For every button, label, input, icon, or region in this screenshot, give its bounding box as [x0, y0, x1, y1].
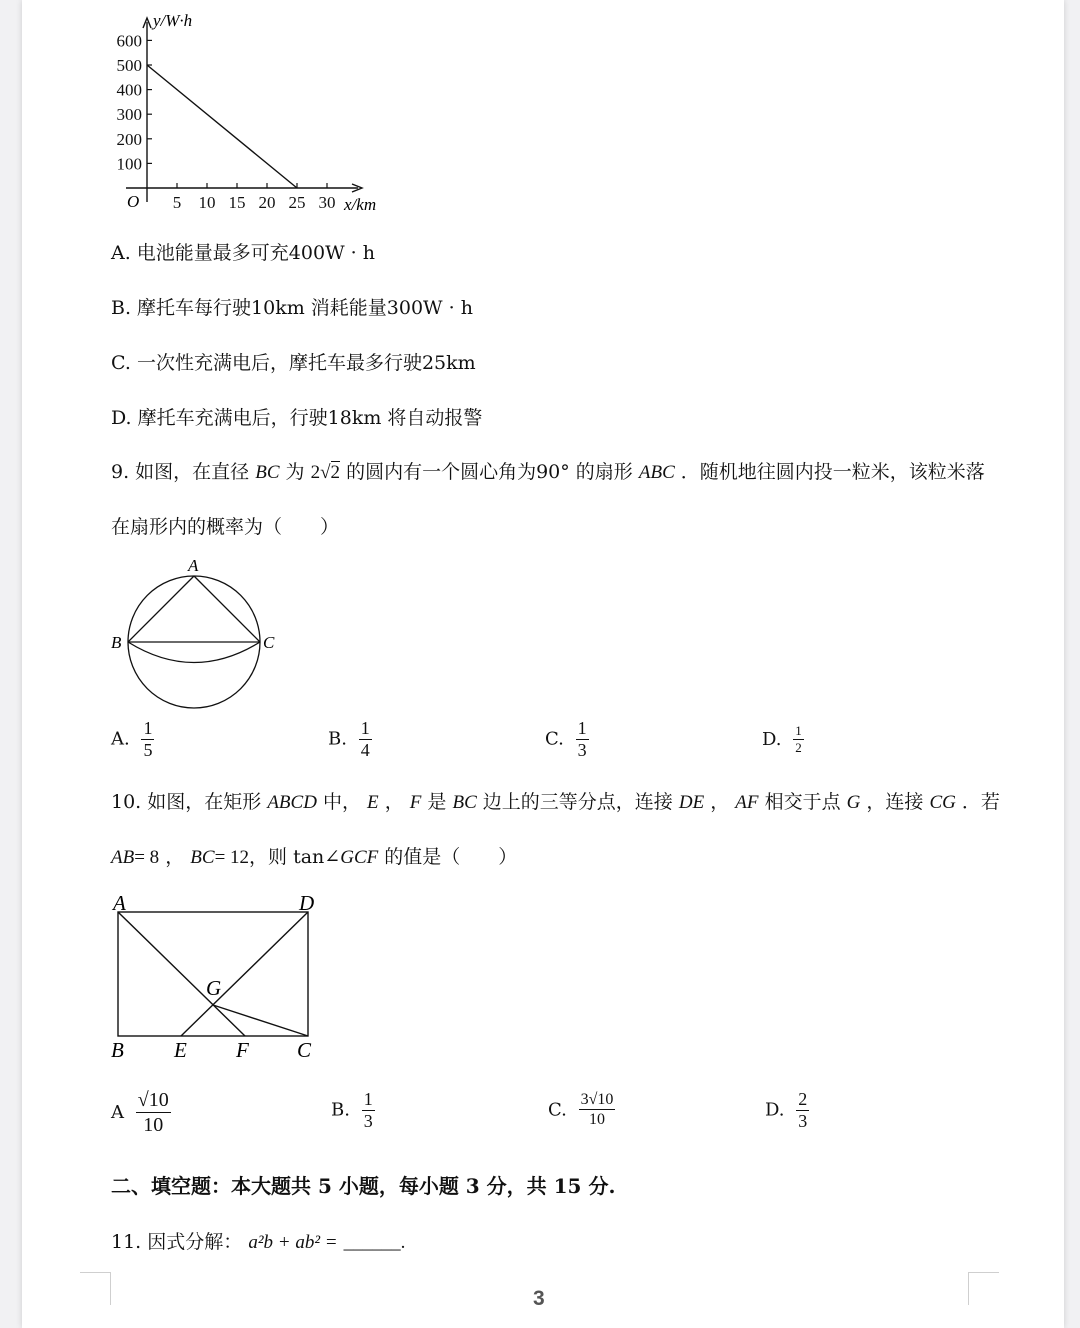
q9-option-b-fraction: [359, 718, 372, 761]
numerator: 3√10: [579, 1091, 616, 1110]
y-tick-label: 500: [116, 56, 142, 75]
q10-option-c: [548, 1091, 615, 1130]
q10-af: AF: [735, 792, 759, 813]
q8-option-d: D. 摩托车充满电后，行驶18km 将自动报警: [111, 407, 483, 429]
page-corner-mark-left: [80, 1272, 111, 1305]
point-b-label: B: [111, 633, 122, 652]
q9-option-c-letter: C.: [545, 728, 564, 750]
numerator: 1: [360, 718, 370, 738]
q10-option-d: [765, 1089, 809, 1132]
origin-label: O: [127, 192, 140, 211]
q9-option-a-fraction: [141, 718, 154, 761]
q10-g: G: [846, 792, 861, 813]
q9-text-1: 9. 如图，在直径: [111, 461, 250, 483]
q10-text-1: 10. 如图，在矩形: [111, 791, 262, 813]
q9-option-c: [545, 718, 589, 761]
point-b-label: B: [111, 1038, 124, 1062]
point-a-label: A: [113, 891, 126, 915]
section-heading-fill-in: 二、填空题：本大题共 5 小题，每小题 3 分，共 15 分.: [111, 1174, 616, 1198]
q10-text-2: 中，: [322, 791, 361, 813]
q10-option-b-letter: B.: [331, 1099, 350, 1121]
q8-option-a: A. 电池能量最多可充400W · h: [111, 242, 375, 264]
q9-coef: 2: [310, 462, 321, 483]
y-tick-label: 300: [116, 105, 142, 125]
denominator: 10: [588, 1111, 605, 1129]
q10-stem-line2: [111, 842, 517, 869]
q9-option-a-letter: A.: [111, 728, 130, 750]
q10-e: E: [367, 792, 379, 813]
y-axis-label: y/W·h: [153, 11, 193, 30]
q10-option-a-letter: A: [111, 1102, 124, 1123]
q10-option-d-letter: D.: [765, 1099, 785, 1121]
q9-diameter: [311, 461, 340, 483]
q11: [111, 1227, 405, 1254]
q9-option-d-fraction: [793, 724, 804, 756]
q9-text-3: 的圆内有一个圆心角为90° 的扇形: [346, 461, 633, 483]
point-f-label: F: [236, 1038, 249, 1062]
q11-label: 11. 因式分解：: [111, 1231, 243, 1253]
numerator: 2: [798, 1089, 808, 1109]
q9-stem-line2: 在扇形内的概率为（ ）: [111, 516, 340, 538]
y-tick-label: 200: [116, 129, 142, 149]
q10-text-3: 是: [427, 791, 447, 813]
segment-af: [118, 912, 245, 1036]
segment-de: [181, 912, 308, 1036]
q10-option-d-fraction: [796, 1089, 809, 1132]
q10-option-b-fraction: [362, 1089, 375, 1132]
denominator: 3: [798, 1110, 808, 1131]
q8-option-b: B. 摩托车每行驶10km 消耗能量300W · h: [111, 297, 473, 319]
point-e-label: E: [174, 1038, 187, 1062]
q9-option-c-fraction: [576, 718, 589, 761]
q10-text-8: ，则 tan∠: [249, 846, 341, 868]
q8-option-c: C. 一次性充满电后，摩托车最多行驶25km: [111, 352, 476, 374]
q10-text-5: 相交于点: [764, 791, 841, 813]
denominator: 10: [143, 1114, 164, 1136]
q11-expression: a²b + ab² =: [248, 1232, 338, 1253]
x-axis-label: x/km: [344, 195, 377, 214]
point-c-label: C: [297, 1038, 312, 1062]
q10-text-9: 的值是（ ）: [384, 846, 518, 868]
q9-option-b: [328, 718, 372, 761]
numerator: 1: [363, 1089, 373, 1109]
denominator: 2: [795, 739, 802, 755]
q9-option-d: [762, 724, 804, 756]
q10-option-a: [111, 1089, 171, 1137]
numerator: 1: [143, 718, 153, 738]
q9-option-d-letter: D.: [762, 728, 782, 750]
q9-bc: BC: [255, 462, 280, 483]
x-tick-label: 15: [228, 193, 246, 212]
q10-ab: AB: [111, 847, 135, 868]
q10-f: F: [409, 792, 422, 813]
q10-option-c-letter: C.: [548, 1099, 567, 1121]
q9-radicand: 2: [330, 462, 341, 483]
q10-cg: CG: [929, 792, 956, 813]
q10-bc: BC: [452, 792, 477, 813]
y-tick-label: 400: [116, 80, 142, 100]
q10-text-6: ，连接: [866, 791, 924, 813]
point-d-label: D: [299, 891, 315, 915]
q10-comma-2: ，: [710, 791, 730, 813]
q10-ab-value: = 8: [134, 847, 160, 868]
q10-option-a-fraction: [136, 1089, 171, 1137]
numerator: 1: [795, 723, 802, 738]
q10-comma-3: ，: [165, 846, 185, 868]
q10-text-7: ．若: [961, 791, 1000, 813]
q9-text-4: ．随机地往圆内投一粒米，该粒米落: [680, 461, 985, 483]
q10-stem-line1: [111, 787, 1000, 814]
q10-bc-value: = 12: [214, 847, 250, 868]
sector-arc: [128, 642, 260, 663]
x-tick-label: 10: [198, 193, 216, 212]
x-tick-label: 30: [318, 193, 336, 212]
rectangle-figure: [104, 888, 334, 1068]
q10-bc-2: BC: [190, 847, 215, 868]
circle-sector-figure: [104, 555, 284, 715]
page-number: 3: [533, 1287, 545, 1310]
x-tick-label: 20: [258, 193, 276, 212]
q10-text-4: 边上的三等分点，连接: [482, 791, 673, 813]
q9-stem-line1: [111, 457, 985, 484]
q9-abc: ABC: [638, 462, 675, 483]
denominator: 5: [143, 739, 153, 760]
denominator: 3: [577, 739, 587, 760]
q11-answer-blank: ______.: [343, 1232, 406, 1253]
segment-ab: [128, 576, 194, 642]
sqrt-symbol: √: [320, 462, 331, 483]
q10-comma-1: ，: [384, 791, 404, 813]
y-tick-label: 600: [116, 31, 142, 51]
q10-gcf: GCF: [340, 847, 379, 868]
point-g-label: G: [206, 976, 222, 1000]
x-tick-label: 25: [288, 193, 306, 212]
segment-cg: [213, 1005, 308, 1036]
energy-distance-graph: [100, 8, 400, 218]
q9-option-b-letter: B.: [328, 728, 347, 750]
numerator: 1: [577, 718, 587, 738]
point-c-label: C: [263, 633, 275, 652]
q10-abcd: ABCD: [267, 792, 317, 813]
energy-line: [147, 65, 297, 188]
q9-text-2: 为: [285, 461, 305, 483]
page-corner-mark-right: [968, 1272, 999, 1305]
denominator: 4: [360, 739, 370, 760]
q10-de: DE: [678, 792, 705, 813]
q10-option-c-fraction: [579, 1091, 616, 1130]
q10-option-b: [331, 1089, 375, 1132]
x-tick-label: 5: [172, 193, 182, 212]
denominator: 3: [363, 1110, 373, 1131]
numerator: √10: [137, 1089, 169, 1111]
q9-option-a: [111, 718, 154, 761]
point-a-label: A: [188, 556, 199, 575]
rectangle-abcd: [118, 912, 308, 1036]
y-tick-label: 100: [116, 154, 142, 174]
segment-ac: [194, 576, 260, 642]
